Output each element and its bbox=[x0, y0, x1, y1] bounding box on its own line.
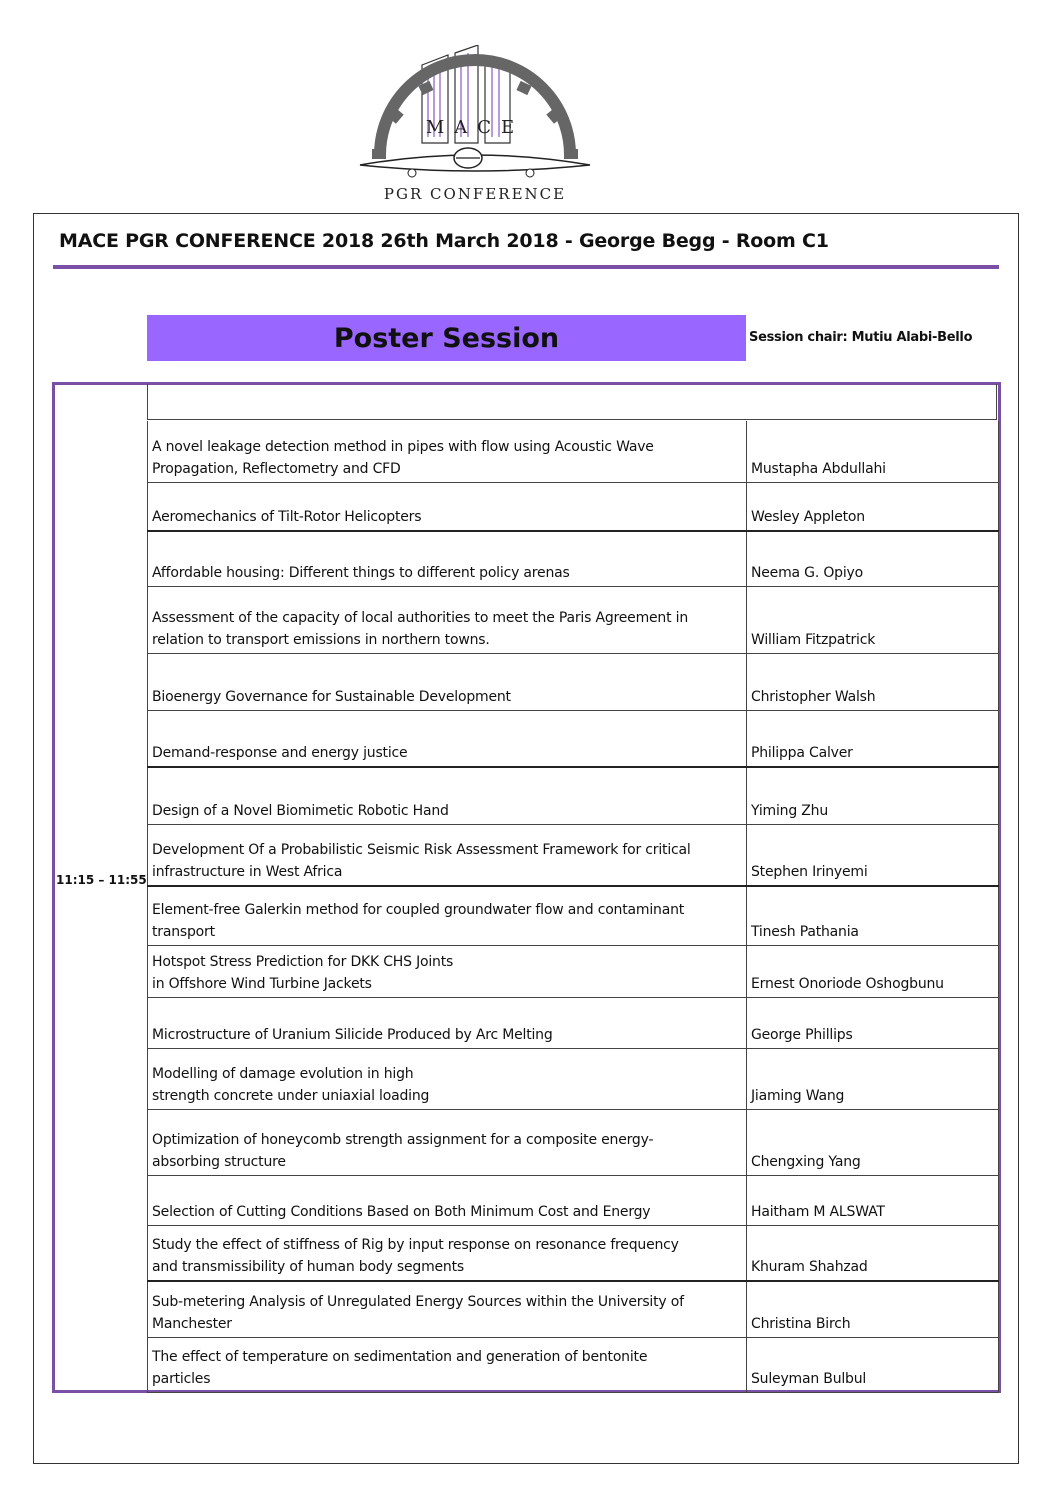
poster-row bbox=[148, 586, 999, 653]
airplane-icon bbox=[360, 148, 590, 177]
poster-author: Yiming Zhu bbox=[747, 767, 999, 824]
logo-word-bottom: PGR CONFERENCE bbox=[383, 185, 567, 203]
conference-logo bbox=[350, 45, 600, 210]
poster-row bbox=[148, 710, 999, 767]
poster-author: Suleyman Bulbul bbox=[747, 1337, 999, 1392]
poster-title bbox=[148, 653, 747, 710]
poster-title-line: Modelling of damage evolution in high bbox=[152, 1065, 414, 1082]
poster-title-line: Affordable housing: Different things to different policy arenas bbox=[152, 564, 570, 581]
poster-title-line: Aeromechanics of Tilt-Rotor Helicopters bbox=[152, 509, 422, 525]
poster-title-line: Propagation, Reflectometry and CFD bbox=[152, 460, 401, 477]
poster-author: Khuram Shahzad bbox=[747, 1225, 999, 1281]
poster-author: Stephen Irinyemi bbox=[747, 824, 999, 886]
poster-title-line: Microstructure of Uranium Silicide Produced by Arc Melting bbox=[152, 1026, 553, 1043]
poster-title bbox=[148, 1225, 747, 1281]
poster-title-line: Design of a Novel Biomimetic Robotic Hand bbox=[152, 802, 449, 819]
poster-title-line: infrastructure in West Africa bbox=[152, 864, 343, 880]
poster-author: William Fitzpatrick bbox=[747, 586, 999, 653]
session-chair: Session chair: Mutiu Alabi-Bello bbox=[749, 330, 973, 345]
poster-title bbox=[148, 997, 747, 1048]
poster-title-line: Demand-response and energy justice bbox=[152, 745, 408, 761]
poster-row bbox=[148, 824, 999, 886]
poster-author: George Phillips bbox=[747, 997, 999, 1048]
poster-title bbox=[148, 886, 747, 945]
poster-author: Chengxing Yang bbox=[747, 1109, 999, 1175]
poster-author: Jiaming Wang bbox=[747, 1048, 999, 1109]
poster-row bbox=[148, 482, 999, 531]
poster-title-line: and transmissibility of human body segments bbox=[152, 1259, 464, 1275]
poster-author: Ernest Onoriode Oshogbunu bbox=[747, 945, 999, 997]
poster-row bbox=[148, 1048, 999, 1109]
poster-title bbox=[148, 1048, 747, 1109]
poster-title bbox=[148, 1109, 747, 1175]
poster-row bbox=[148, 1281, 999, 1337]
poster-author: Haitham M ALSWAT bbox=[747, 1175, 999, 1225]
poster-title-line: Element-free Galerkin method for coupled groundwater flow and contaminant bbox=[152, 901, 685, 918]
poster-title-line: Study the effect of stiffness of Rig by input response on resonance frequency bbox=[152, 1237, 679, 1253]
poster-title bbox=[148, 824, 747, 886]
page-title: MACE PGR CONFERENCE 2018 26th March 2018 - George Begg - Room C1 bbox=[59, 230, 829, 252]
poster-title-line: in Offshore Wind Turbine Jackets bbox=[152, 975, 372, 992]
poster-title bbox=[148, 945, 747, 997]
poster-title-line: Bioenergy Governance for Sustainable Development bbox=[152, 688, 511, 705]
title-divider bbox=[53, 265, 999, 269]
logo-word-top: MACE bbox=[425, 117, 525, 138]
poster-author: Tinesh Pathania bbox=[747, 886, 999, 945]
poster-title-line: transport bbox=[152, 923, 215, 940]
poster-title-line: Manchester bbox=[152, 1315, 232, 1332]
poster-row bbox=[148, 1225, 999, 1281]
poster-title-line: A novel leakage detection method in pipes with flow using Acoustic Wave bbox=[152, 438, 654, 455]
poster-title bbox=[148, 586, 747, 653]
poster-row bbox=[148, 997, 999, 1048]
poster-title bbox=[148, 421, 747, 482]
poster-title-line: Optimization of honeycomb strength assignment for a composite energy- bbox=[152, 1131, 654, 1148]
poster-title bbox=[148, 710, 747, 767]
poster-author: Christopher Walsh bbox=[747, 653, 999, 710]
session-time: 11:15 – 11:55 bbox=[56, 873, 147, 887]
poster-title-line: relation to transport emissions in northern towns. bbox=[152, 631, 490, 648]
poster-title bbox=[148, 767, 747, 824]
poster-author: Christina Birch bbox=[747, 1281, 999, 1337]
poster-title-line: The effect of temperature on sedimentation and generation of bentonite bbox=[152, 1348, 648, 1365]
poster-table bbox=[147, 421, 999, 1393]
poster-title bbox=[148, 1175, 747, 1225]
poster-title bbox=[148, 531, 747, 586]
poster-title-line: Sub-metering Analysis of Unregulated Energy Sources within the University of bbox=[152, 1293, 684, 1310]
poster-row bbox=[148, 653, 999, 710]
poster-author: Neema G. Opiyo bbox=[747, 531, 999, 586]
poster-title-line: Assessment of the capacity of local authorities to meet the Paris Agreement in bbox=[152, 609, 689, 626]
schedule-header-row bbox=[147, 384, 997, 420]
poster-row bbox=[148, 945, 999, 997]
poster-row bbox=[148, 1109, 999, 1175]
poster-title-line: Development Of a Probabilistic Seismic Risk Assessment Framework for critical bbox=[152, 842, 691, 858]
poster-row bbox=[148, 886, 999, 945]
poster-author: Mustapha Abdullahi bbox=[747, 421, 999, 482]
poster-title-line: Hotspot Stress Prediction for DKK CHS Joints bbox=[152, 953, 454, 970]
poster-title-line: particles bbox=[152, 1370, 211, 1387]
poster-title bbox=[148, 482, 747, 531]
poster-author: Philippa Calver bbox=[747, 710, 999, 767]
poster-title bbox=[148, 1281, 747, 1337]
poster-row bbox=[148, 1175, 999, 1225]
session-title: Poster Session bbox=[333, 322, 560, 354]
poster-title-line: strength concrete under uniaxial loading bbox=[152, 1087, 430, 1104]
poster-row bbox=[148, 1337, 999, 1392]
poster-author: Wesley Appleton bbox=[747, 482, 999, 531]
session-title-bar bbox=[147, 315, 746, 361]
poster-title-line: absorbing structure bbox=[152, 1153, 286, 1170]
poster-row bbox=[148, 531, 999, 586]
poster-row bbox=[148, 421, 999, 482]
poster-row bbox=[148, 767, 999, 824]
poster-title bbox=[148, 1337, 747, 1392]
poster-title-line: Selection of Cutting Conditions Based on Both Minimum Cost and Energy bbox=[152, 1203, 651, 1220]
